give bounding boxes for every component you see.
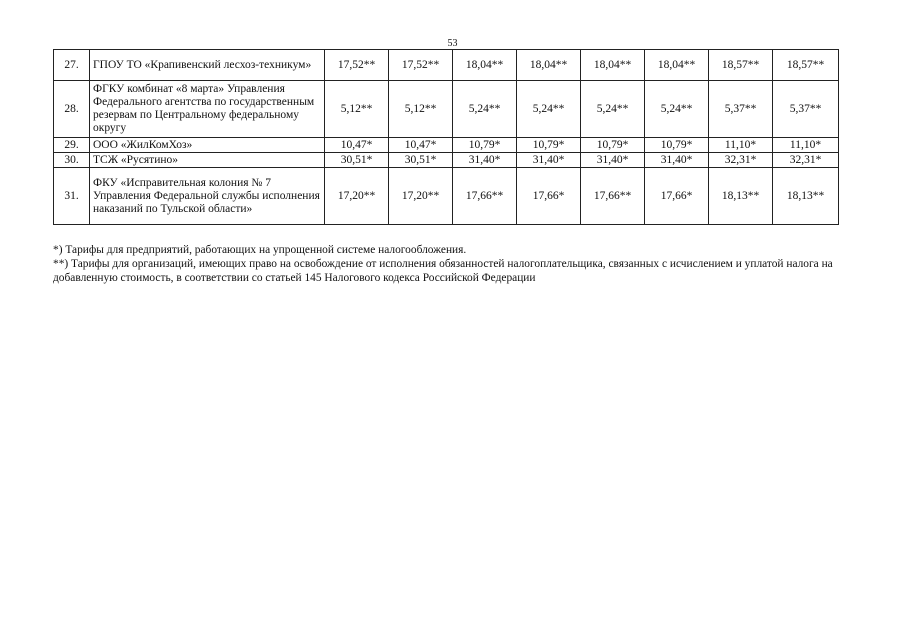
page-number: 53 [447,38,458,49]
tariff-value: 10,79* [517,138,581,153]
tariff-value: 17,66** [453,168,517,225]
tariff-value: 18,04** [581,50,645,81]
row-number: 29. [54,138,90,153]
footnote-double-asterisk: **) Тарифы для организаций, имеющих право на освобождение от исполнения обязанностей налогоплательщика, связанных с исчислением и уплатой налога на добавленную стоимость, в соответствии со статьей 145 Налогового кодекса Российской Федерации [53,258,833,284]
tariff-value: 17,52** [389,50,453,81]
organization-name: ГПОУ ТО «Крапивенский лесхоз-техникум» [90,50,325,81]
table-row [54,168,839,225]
tariff-value: 17,52** [325,50,389,81]
tariff-value: 18,57** [709,50,773,81]
table-row [54,81,839,138]
tariff-value: 32,31* [709,153,773,168]
tariff-value: 32,31* [773,153,839,168]
tariff-table [53,49,839,225]
tariff-value: 17,66** [581,168,645,225]
tariff-value: 18,04** [517,50,581,81]
tariff-value: 17,20** [389,168,453,225]
row-number: 30. [54,153,90,168]
row-number: 28. [54,81,90,138]
tariff-value: 31,40* [453,153,517,168]
row-number: 31. [54,168,90,225]
tariff-value: 18,13** [773,168,839,225]
tariff-value: 5,24** [517,81,581,138]
tariff-value: 17,66* [645,168,709,225]
tariff-value: 10,47* [325,138,389,153]
tariff-value: 5,24** [453,81,517,138]
tariff-value: 18,13** [709,168,773,225]
tariff-value: 5,12** [389,81,453,138]
tariff-value: 31,40* [645,153,709,168]
tariff-value: 5,37** [709,81,773,138]
tariff-value: 11,10* [773,138,839,153]
organization-name: ФКУ «Исправительная колония № 7 Управления Федеральной службы исполнения наказаний по Тульской области» [90,168,325,225]
footnotes [53,243,843,285]
tariff-value: 17,66* [517,168,581,225]
tariff-value: 17,20** [325,168,389,225]
tariff-value: 30,51* [325,153,389,168]
tariff-value: 10,79* [581,138,645,153]
table-row [54,138,839,153]
tariff-value: 5,37** [773,81,839,138]
tariff-value: 18,57** [773,50,839,81]
tariff-value: 18,04** [453,50,517,81]
tariff-value: 10,79* [645,138,709,153]
tariff-value: 30,51* [389,153,453,168]
tariff-value: 18,04** [645,50,709,81]
tariff-value: 31,40* [581,153,645,168]
row-number: 27. [54,50,90,81]
tariff-value: 5,24** [581,81,645,138]
organization-name: ФГКУ комбинат «8 марта» Управления Федерального агентства по государственным резервам по Центральному федеральному округу [90,81,325,138]
table-row [54,153,839,168]
tariff-value: 11,10* [709,138,773,153]
tariff-value: 10,47* [389,138,453,153]
tariff-value: 5,24** [645,81,709,138]
tariff-value: 5,12** [325,81,389,138]
organization-name: ТСЖ «Русятино» [90,153,325,168]
tariff-value: 10,79* [453,138,517,153]
footnote-single-asterisk: *) Тарифы для предприятий, работающих на упрощенной системе налогообложения. [53,244,467,256]
table-row [54,50,839,81]
tariff-value: 31,40* [517,153,581,168]
organization-name: ООО «ЖилКомХоз» [90,138,325,153]
